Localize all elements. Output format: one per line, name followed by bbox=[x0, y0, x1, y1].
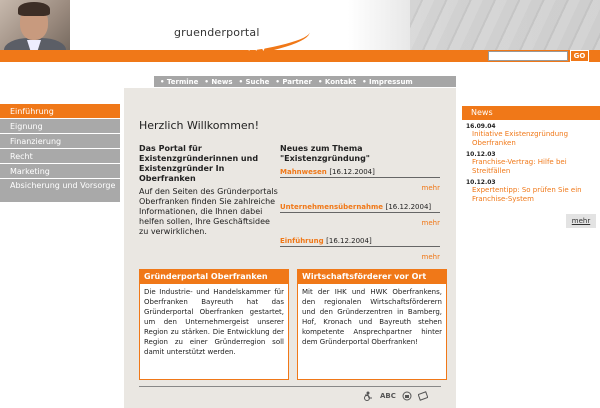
topic-item bbox=[280, 167, 440, 192]
abc-icon[interactable]: ABC bbox=[380, 392, 396, 400]
topic-item bbox=[280, 236, 440, 261]
footer-divider bbox=[139, 386, 441, 387]
topic-more-link[interactable]: mehr bbox=[421, 184, 440, 192]
sidebar-item-marketing[interactable]: Marketing bbox=[0, 164, 120, 179]
news-date: 10.12.03 bbox=[466, 179, 496, 186]
logo-text-line1[interactable]: gruenderportal bbox=[174, 26, 260, 39]
header-banner bbox=[0, 0, 600, 62]
intro-text: Auf den Seiten des Gründerportals Oberfranken finden Sie zahlreiche Informationen, die Ihnen dabei helfen sollen, Ihre Geschäftsidee zu verwirklichen. bbox=[139, 187, 278, 236]
sidebar-item-recht[interactable]: Recht bbox=[0, 149, 120, 164]
news-date: 16.09.04 bbox=[466, 123, 496, 130]
sidebar-item-finanzierung[interactable]: Finanzierung bbox=[0, 134, 120, 149]
topic-more-link[interactable]: mehr bbox=[421, 219, 440, 227]
mail-icon[interactable] bbox=[418, 391, 428, 401]
sidebar-item-eignung[interactable]: Eignung bbox=[0, 119, 120, 134]
topic-date: [16.12.2004] bbox=[385, 203, 432, 211]
news-panel bbox=[462, 106, 600, 204]
topic-date: [16.12.2004] bbox=[326, 237, 372, 245]
news-link[interactable]: Initiative Existenzgründung Oberfranken bbox=[472, 130, 569, 147]
left-navigation bbox=[0, 104, 120, 203]
news-link[interactable]: Franchise-Vertrag: Hilfe bei Streitfällen bbox=[472, 158, 567, 175]
topic-link[interactable]: Mahnwesen bbox=[280, 168, 327, 176]
print-icon[interactable] bbox=[402, 391, 412, 401]
news-more-link[interactable]: mehr bbox=[566, 214, 596, 228]
info-box-title[interactable]: Gründerportal Oberfranken bbox=[140, 270, 288, 284]
sidebar-item-absicherung[interactable]: Absicherung und Vorsorge bbox=[0, 179, 120, 203]
news-link[interactable]: Expertentipp: So prüfen Sie ein Franchise-System bbox=[472, 186, 582, 203]
logo-arrows-icon: ▼▼▼ bbox=[246, 43, 268, 52]
wheelchair-icon[interactable] bbox=[362, 391, 374, 401]
topic-item bbox=[280, 202, 440, 227]
news-title: News bbox=[462, 106, 600, 120]
news-item bbox=[462, 120, 600, 148]
topic-more-link[interactable]: mehr bbox=[421, 253, 440, 261]
nav-suche[interactable]: • Suche bbox=[236, 78, 273, 86]
nav-partner[interactable]: • Partner bbox=[272, 78, 315, 86]
topics-heading: Neues zum Thema "Existenzgründung" bbox=[280, 144, 370, 163]
search-go-button[interactable]: GO bbox=[570, 50, 589, 62]
page-title: Herzlich Willkommen! bbox=[139, 119, 260, 132]
intro-heading: Das Portal für Existenzgründerinnen und Existenzgründer In Oberfranken bbox=[139, 144, 259, 183]
info-box-title[interactable]: Wirtschaftsförderer vor Ort bbox=[298, 270, 446, 284]
info-box-text: Die Industrie- und Handelskammer für Oberfranken Bayreuth hat das Gründerportal Oberfranken gestartet, um den Unternehmergeist unserer Region zu stärken. Die Entwicklung der Region zu einer Gründerregion soll damit unterstützt werden. bbox=[144, 288, 284, 356]
info-box-wirtschaftsfoerderer bbox=[297, 269, 447, 380]
nav-termine[interactable]: • Termine bbox=[157, 78, 201, 86]
topic-date: [16.12.2004] bbox=[329, 168, 375, 176]
news-item bbox=[462, 176, 600, 204]
nav-kontakt[interactable]: • Kontakt bbox=[315, 78, 359, 86]
info-box-gruenderportal bbox=[139, 269, 289, 380]
news-item bbox=[462, 148, 600, 176]
news-date: 10.12.03 bbox=[466, 151, 496, 158]
info-box-text: Mit der IHK und HWK Oberfrankens, den regionalen Wirtschaftsförderern und den Gründerzentren in Bamberg, Hof, Kronach und Bayreuth stehen kompetente Ansprechpartner hinter dem Gründerportal Oberfranken! bbox=[302, 288, 442, 346]
nav-impressum[interactable]: • Impressum bbox=[359, 78, 416, 86]
top-navigation bbox=[154, 76, 456, 87]
sidebar-item-einfuehrung[interactable]: Einführung bbox=[0, 104, 120, 119]
accessibility-icons bbox=[362, 391, 428, 401]
topic-link[interactable]: Unternehmensübernahme bbox=[280, 203, 384, 211]
topic-link[interactable]: Einführung bbox=[280, 237, 324, 245]
logo-text-line2[interactable]: oberfranken bbox=[174, 40, 244, 53]
nav-news[interactable]: • News bbox=[201, 78, 235, 86]
search-input[interactable] bbox=[488, 51, 568, 61]
